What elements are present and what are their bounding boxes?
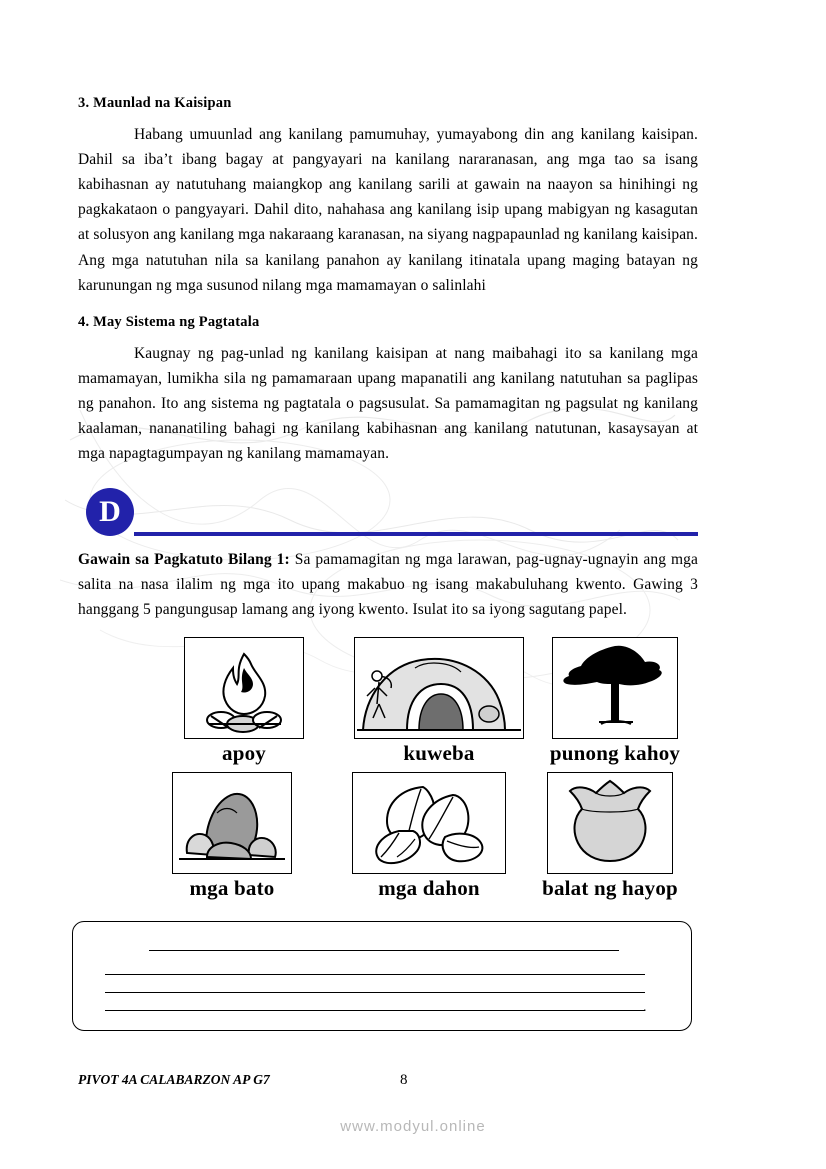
- image-grid: [78, 637, 698, 901]
- image-grid-row-2: [78, 772, 698, 901]
- mga-bato-caption: mga bato: [189, 875, 275, 900]
- image-cell-mga-dahon: [336, 772, 522, 901]
- answer-line-4: [105, 1010, 645, 1011]
- section-4-heading: 4. May Sistema ng Pagtatala: [78, 313, 260, 330]
- campfire-icon: [185, 638, 303, 738]
- answer-line-1: [149, 950, 619, 951]
- section-divider-rule: [134, 532, 698, 536]
- footer-left-text: PIVOT 4A CALABARZON AP G7: [78, 1072, 270, 1087]
- balat-ng-hayop-frame: [547, 772, 673, 874]
- answer-period: .: [643, 999, 647, 1015]
- answer-line-3: [105, 992, 645, 993]
- kuweba-frame: [354, 637, 524, 739]
- activity-label: Gawain sa Pagkatuto Bilang 1:: [78, 551, 290, 569]
- leaves-icon: [353, 773, 505, 873]
- tree-icon: [553, 638, 677, 738]
- letter-d-badge: D: [86, 488, 134, 536]
- punong-kahoy-frame: [552, 637, 678, 739]
- kuweba-caption: kuweba: [403, 740, 475, 765]
- image-cell-mga-bato: [136, 772, 328, 901]
- image-cell-kuweba: [346, 637, 532, 766]
- image-cell-apoy: [148, 637, 340, 766]
- activity-text: Sa pamamagitan ng mga larawan, pag-ugnay-ugnayin ang mga salita na nasa ilalim ng mga ito upang makabuo ng isang makabuluhang kwento. Gawing 3 hanggang 5 pangungusap lamang ang iyong kwento. Isulat ito sa iyong sagutang papel.: [78, 551, 699, 618]
- apoy-caption: apoy: [222, 740, 266, 765]
- watermark: www.modyul.online: [340, 1118, 486, 1135]
- animal-hide-icon: [548, 773, 672, 873]
- apoy-frame: [184, 637, 304, 739]
- section-3: [78, 95, 698, 298]
- answer-line-2: [105, 974, 645, 975]
- cave-icon: [355, 638, 523, 738]
- section-d-header: [78, 488, 698, 540]
- document-content: [78, 95, 698, 1031]
- rocks-icon: [173, 773, 291, 873]
- image-cell-balat-ng-hayop: [522, 772, 698, 901]
- mga-dahon-frame: [352, 772, 506, 874]
- footer-page-number: 8: [400, 1072, 408, 1088]
- image-grid-row-1: [78, 637, 698, 766]
- section-4: [78, 314, 698, 467]
- section-3-paragraph: Habang umuunlad ang kanilang pamumuhay, yumayabong din ang kanilang kaisipan. Dahil sa iba’t ibang bagay at pangyayari na kanilang nararanasan, ang mga tao sa isang kabihasnan ay natutuhang maiangkop ang kanilang sarili at gawain na naayon sa hinihingi ng pagkakataon o pangyayari. Dahil dito, nahahasa ang kanilang isip upang mabigyan ng kasagutan at solusyon ang kanilang mga nakaraang karanasan, na siyang nagpapaunlad ng kanilang kaisipan. Ang mga natutuhan nila sa kanilang panahon ay kanilang itinatala upang maging batayan ng karunungan ng mga susunod nilang mga mamamayan o salinlahi: [78, 126, 698, 294]
- section-3-heading: 3. Maunlad na Kaisipan: [78, 95, 232, 111]
- punong-kahoy-caption: punong kahoy: [549, 740, 681, 765]
- mga-bato-frame: [172, 772, 292, 874]
- image-cell-punong-kahoy: [532, 637, 698, 766]
- activity-instructions: [78, 548, 698, 622]
- section-4-paragraph: Kaugnay ng pag-unlad ng kanilang kaisipan at nang maibahagi ito sa kanilang mga mamamayan, lumikha sila ng pamamaraan upang mapanatili ang kanilang natutuhan sa paglipas ng panahon. Ito ang sistema ng pagtatala o pagsusulat. Sa pamamagitan ng pagsulat ng kanilang kaalaman, nananatiling bahagi ng kanilang kabihasnan ang kanilang natutunan, kasaysayan at mga napagtagumpayan ng kanilang mamamayan.: [78, 344, 698, 463]
- mga-dahon-caption: mga dahon: [378, 875, 480, 900]
- balat-ng-hayop-caption: balat ng hayop: [542, 875, 678, 900]
- answer-box[interactable]: [72, 921, 692, 1031]
